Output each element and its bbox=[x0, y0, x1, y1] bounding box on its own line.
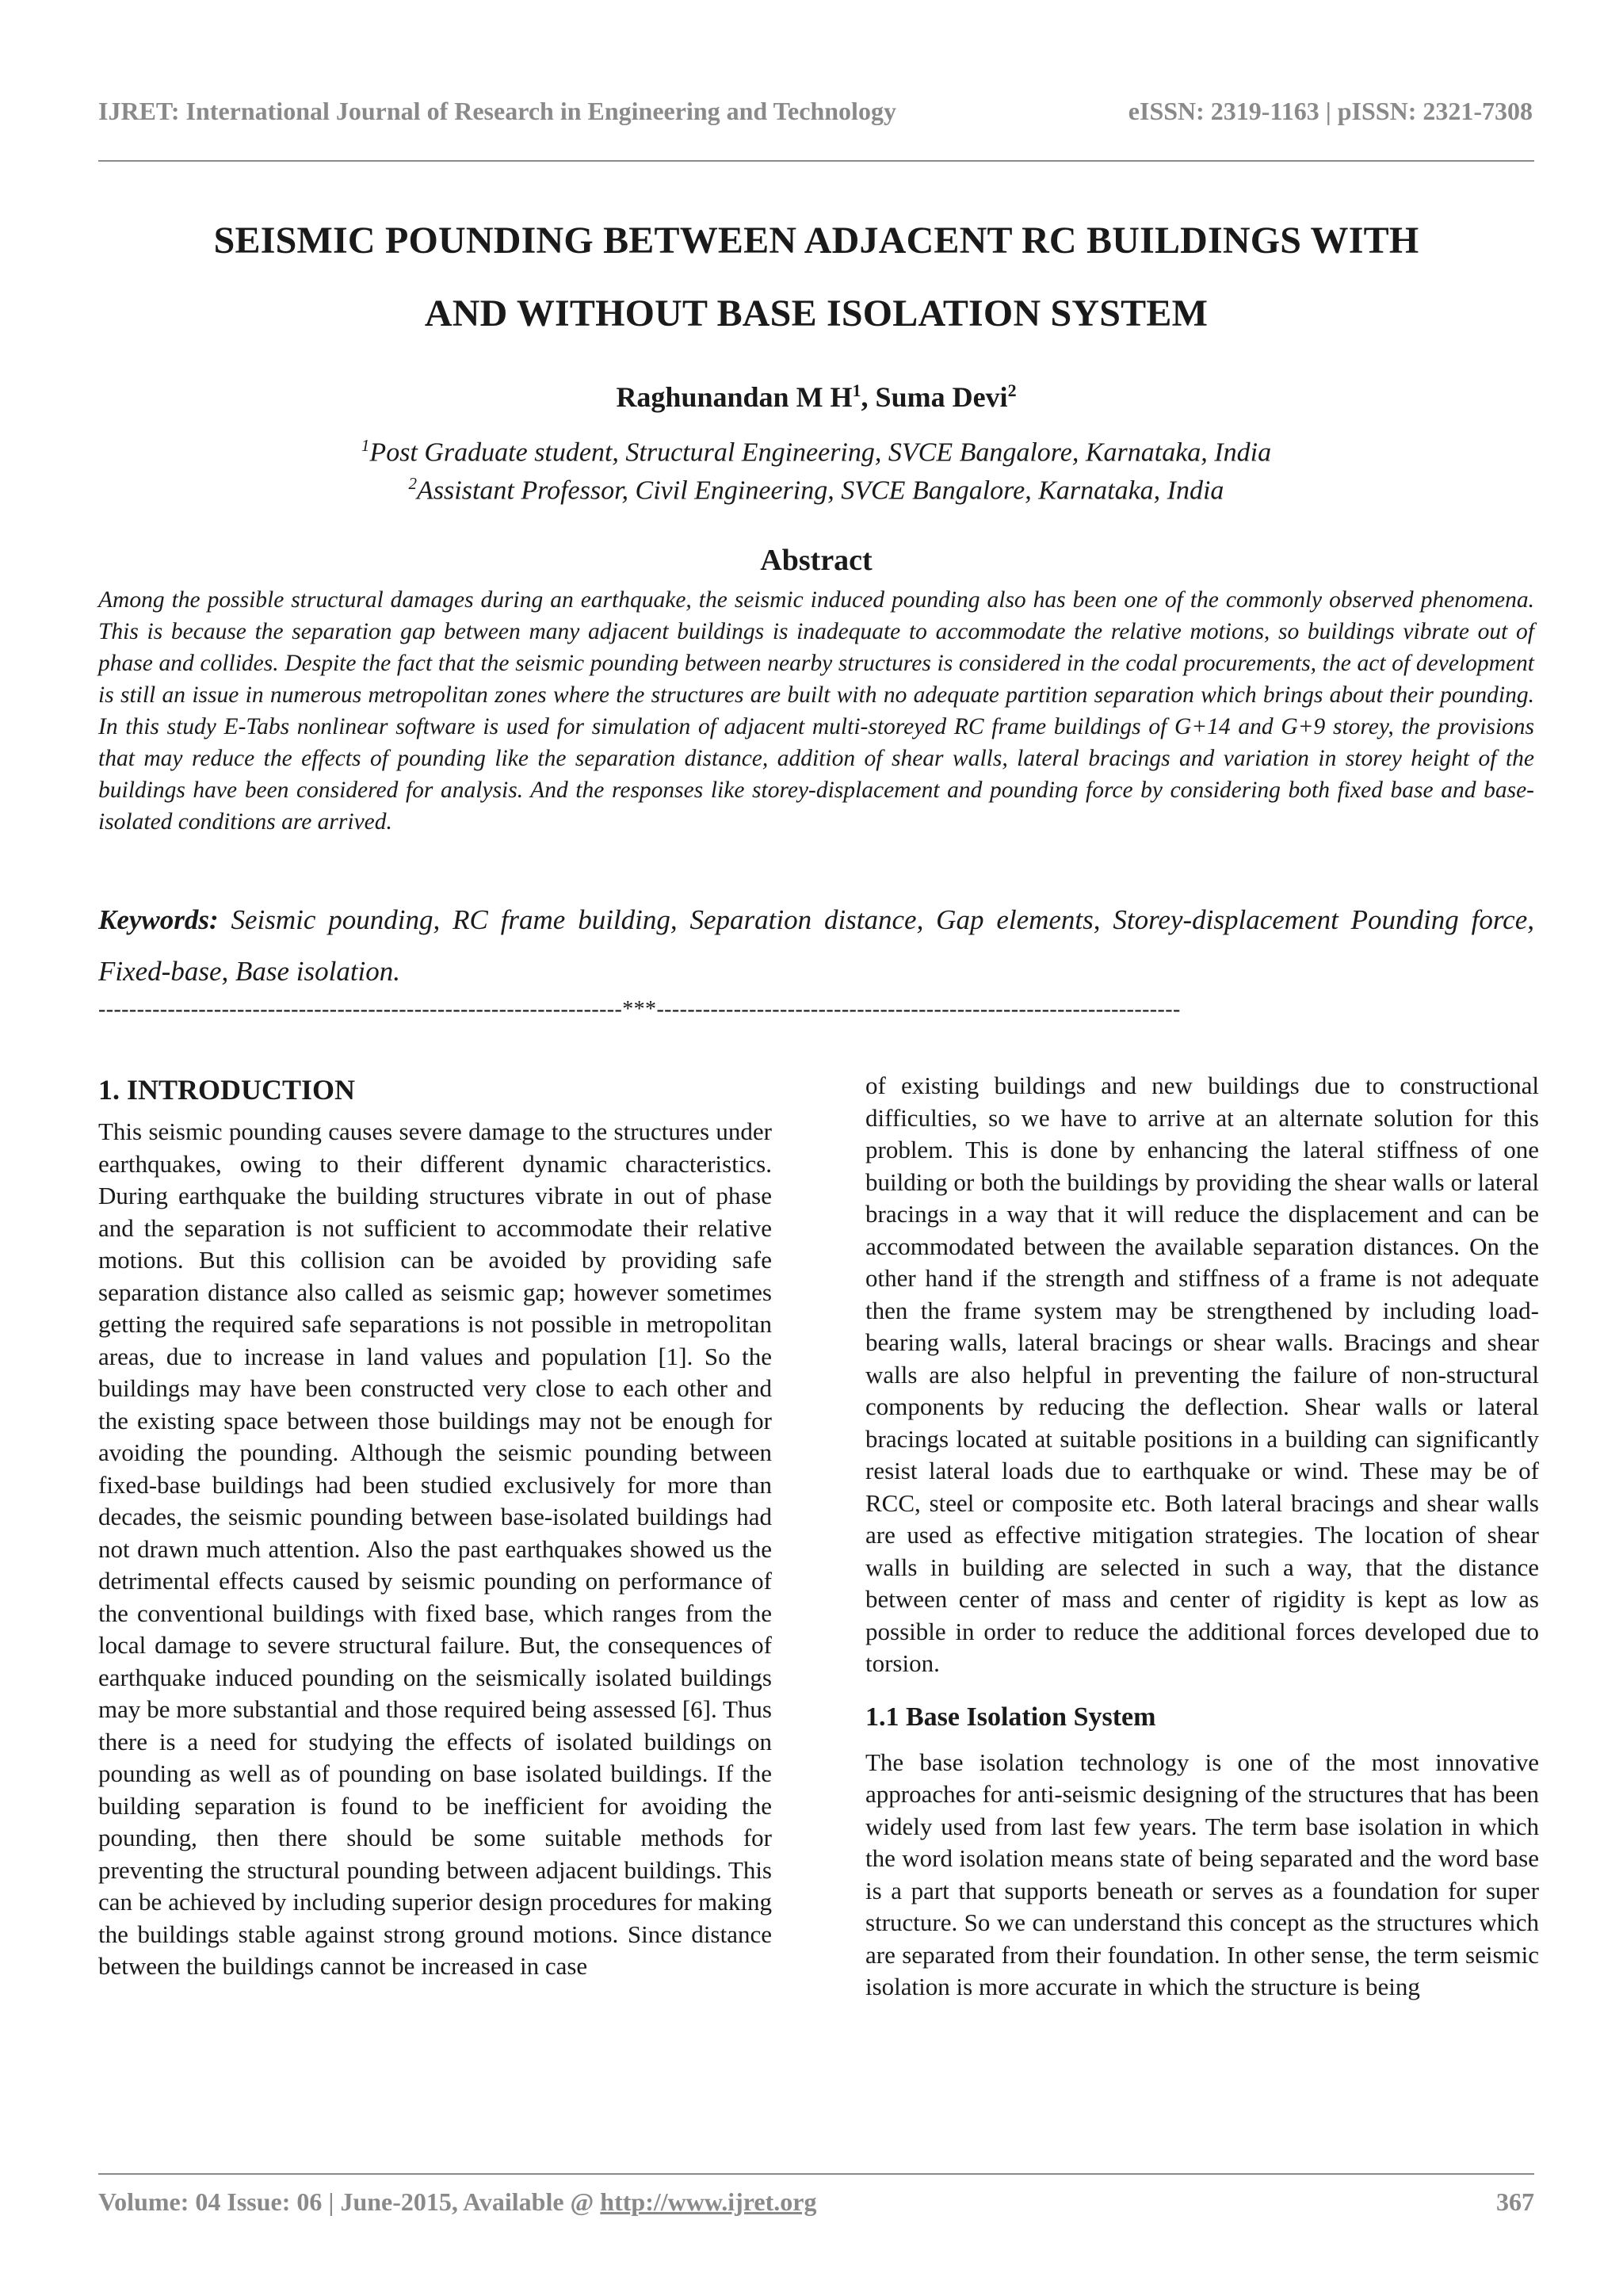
section-separator: --------------------------------------------------------------------***-------------------------------------------------------------------- bbox=[98, 997, 1181, 1022]
introduction-heading: 1. INTRODUCTION bbox=[98, 1074, 356, 1106]
base-isolation-paragraph: The base isolation technology is one of the most innovative approaches for anti-seismic designing of the structures that has been widely used from last few years. The term base isolation in which the word isolation means state of being separated and the word base is a part that supports beneath or serves as a foundation for super structure. So we can understand this concept as the structures which are separated from their foundation. In other sense, the term seismic isolation is more accurate in which the structure is being bbox=[865, 1748, 1539, 2000]
title-line-1: SEISMIC POUNDING BETWEEN ADJACENT RC BUILDINGS WITH bbox=[213, 220, 1419, 262]
journal-link[interactable]: http://www.ijret.org bbox=[600, 2187, 817, 2216]
introduction-continued-paragraph: of existing buildings and new buildings due to constructional difficulties, so we have to arrive at an alternate solution for this problem. This is done by enhancing the lateral stiffness of one building or both the buildings by providing the shear walls or lateral bracings in a way that it will reduce the displacement and can be accommodated between the available separation distances. On the other hand if the strength and stiffness of a frame is not adequate then the frame system may be strengthened by including load-bearing walls, lateral bracings or shear walls. Bracings and shear walls are also helpful in preventing the failure of non-structural components by reducing the deflection. Shear walls or lateral bracings located at suitable positions in a building can significantly resist lateral loads due to earthquake or wind. These may be of RCC, steel or composite etc. Both lateral bracings and shear walls are used as effective mitigation strategies. The location of shear walls in building are selected in such a way, that the distance between center of mass and center of rigidity is kept as low as possible in order to reduce the additional forces developed due to torsion. bbox=[865, 1072, 1539, 1677]
abstract-text: Among the possible structural damages during an earthquake, the seismic induced pounding also has been one of the commonly observed phenomena. This is because the separation gap between many adjacent buildings is inadequate to accommodate the relative motions, so buildings vibrate out of phase and collides. Despite the fact that the seismic pounding between nearby structures is considered in the codal procurements, the act of development is still an issue in numerous metropolitan zones where the structures are built with no adequate partition separation which brings about their pounding. In this study E-Tabs nonlinear software is used for simulation of adjacent multi-storeyed RC frame buildings of G+14 and G+9 storey, the provisions that may reduce the effects of pounding like the separation distance, addition of shear walls, lateral bracings and variation in storey height of the buildings have been considered for analysis. And the responses like storey-displacement and pounding force by considering both fixed base and base-isolated conditions are arrived. bbox=[98, 587, 1534, 835]
affiliation-1-mark: 1 bbox=[361, 436, 370, 455]
header-rule bbox=[98, 160, 1534, 162]
author-1: Raghunandan M H bbox=[616, 381, 853, 413]
right-column bbox=[865, 1070, 1539, 2004]
title-line-2: AND WITHOUT BASE ISOLATION SYSTEM bbox=[424, 292, 1209, 334]
keywords bbox=[98, 894, 1534, 997]
affiliation-1 bbox=[98, 436, 1534, 468]
paper-title bbox=[98, 204, 1534, 350]
abstract-heading: Abstract bbox=[760, 544, 873, 577]
page-number: 367 bbox=[1496, 2187, 1534, 2216]
issn-info: eISSN: 2319-1163 | pISSN: 2321-7308 bbox=[1128, 97, 1533, 125]
page-header bbox=[98, 97, 1533, 136]
affiliation-2-mark: 2 bbox=[408, 474, 418, 493]
volume-text: Volume: 04 Issue: 06 | June-2015, Available @ bbox=[98, 2187, 601, 2216]
base-isolation-heading: 1.1 Base Isolation System bbox=[865, 1702, 1156, 1732]
keywords-text: Seismic pounding, RC frame building, Separation distance, Gap elements, Storey-displacement Pounding force, Fixed-base, Base isolation. bbox=[98, 904, 1534, 987]
journal-name: IJRET: International Journal of Research in Engineering and Technology bbox=[98, 97, 896, 125]
author-2-affiliation-mark: 2 bbox=[1007, 380, 1017, 400]
author-separator: , bbox=[861, 381, 876, 413]
introduction-paragraph: This seismic pounding causes severe damage to the structures under earthquakes, owing to their different dynamic characteristics. During earthquake the building structures vibrate in out of phase and the separation is not sufficient to accommodate their relative motions. But this collision can be avoided by providing safe separation distance also called as seismic gap; however sometimes getting the required safe separations is not possible in metropolitan areas, due to increase in land values and population [1]. So the buildings may have been constructed very close to each other and the existing space between those buildings may not be enough for avoiding the pounding. Although the seismic pounding between fixed-base buildings had been studied exclusively for more than decades, the seismic pounding between base-isolated buildings had not drawn much attention. Also the past earthquakes showed us the detrimental effects caused by seismic pounding on performance of the conventional buildings with fixed base, which ranges from the local damage to severe structural failure. But, the consequences of earthquake induced pounding on the seismically isolated buildings may be more substantial and those required being assessed [6]. Thus there is a need for studying the effects of isolated buildings on pounding as well as of pounding on base isolated buildings. If the building separation is found to be inefficient for avoiding the pounding, then there should be some suitable methods for preventing the structural pounding between adjacent buildings. This can be achieved by including superior design procedures for making the buildings stable against strong ground motions. Since distance between the buildings cannot be increased in case bbox=[98, 1117, 772, 1980]
authors bbox=[98, 380, 1534, 414]
author-2: Suma Devi bbox=[875, 381, 1008, 413]
footer-rule bbox=[98, 2173, 1534, 2175]
page-footer bbox=[98, 2187, 1534, 2227]
volume-info bbox=[98, 2187, 816, 2217]
author-1-affiliation-mark: 1 bbox=[852, 380, 861, 400]
left-column bbox=[98, 1070, 772, 1983]
affiliation-2-text: Assistant Professor, Civil Engineering, SVCE Bangalore, Karnataka, India bbox=[417, 476, 1224, 506]
keywords-label: Keywords: bbox=[98, 904, 219, 935]
affiliation-2 bbox=[98, 474, 1534, 506]
affiliation-1-text: Post Graduate student, Structural Engineering, SVCE Bangalore, Karnataka, India bbox=[369, 437, 1272, 468]
